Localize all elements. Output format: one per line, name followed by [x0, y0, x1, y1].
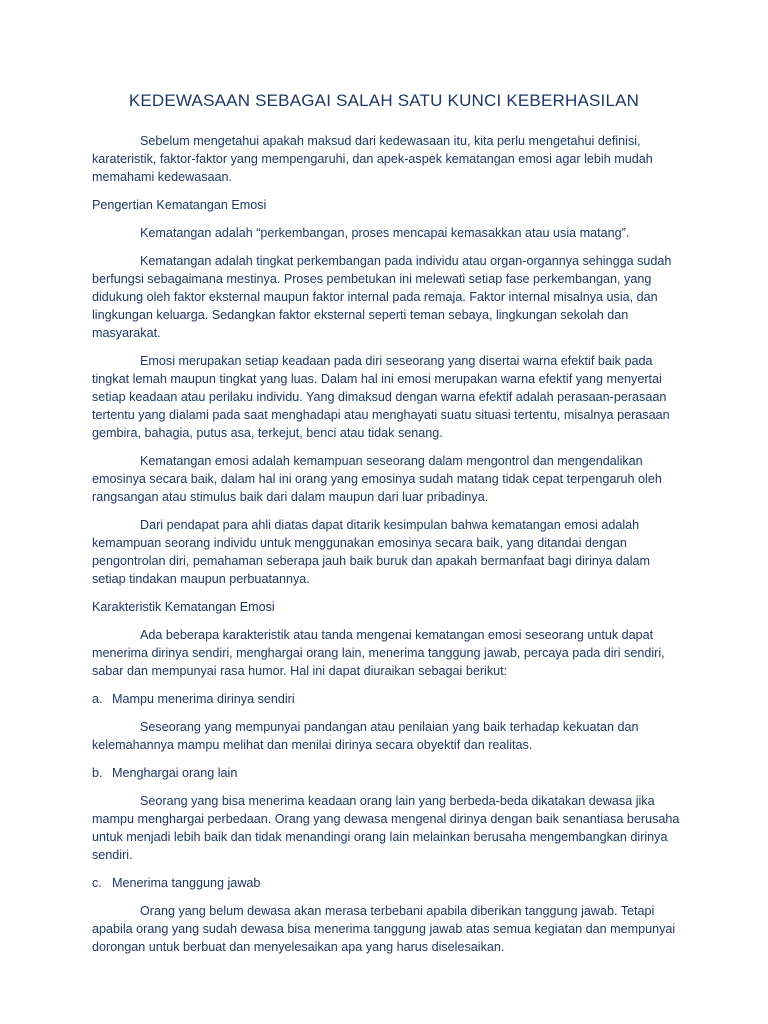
list-item-label: Mampu menerima dirinya sendiri — [112, 692, 295, 706]
paragraph: Emosi merupakan setiap keadaan pada diri seseorang yang disertai warna efektif baik pada tingkat lemah maupun tingkat yang luas. Dalam hal ini emosi merupakan warna efektif yang menyertai setiap keadaan atau perilaku individu. Yang dimaksud dengan warna efektif adalah perasaan-perasaan tertentu yang dialami pada saat menghadapi atau menghayati suatu situasi tertentu, misalnya perasaan gembira, bahagia, putus asa, terkejut, benci atau tidak senang. — [92, 354, 670, 440]
document-body — [92, 132, 680, 966]
list-marker: b. — [92, 766, 103, 780]
list-item-heading — [92, 690, 680, 708]
list-item-text: Seorang yang bisa menerima keadaan orang lain yang berbeda-beda dikatakan dewasa jika mampu menghargai perbedaan. Orang yang dewasa mengenal dirinya dengan baik senantiasa berusaha untuk menjadi lebih baik dan tidak menandingi orang lain melainkan berusaha mengembangkan dirinya sendiri. — [92, 794, 680, 862]
paragraph: Kematangan adalah “perkembangan, proses mencapai kemasakkan atau usia matang”. — [140, 226, 630, 240]
list-item-heading — [92, 764, 680, 782]
paragraph: Dari pendapat para ahli diatas dapat ditarik kesimpulan bahwa kematangan emosi adalah kemampuan seorang individu untuk menggunakan emosinya secara baik, yang ditandai dengan pengontrolan diri, pemahaman seberapa jauh baik buruk dan apakah bermanfaat bagi dirinya dalam setiap tindakan maupun perbuatannya. — [92, 518, 650, 586]
section-heading-pengertian: Pengertian Kematangan Emosi — [92, 198, 267, 212]
list-marker: c. — [92, 876, 102, 890]
list-item-label: Menerima tanggung jawab — [112, 876, 261, 890]
paragraph: Ada beberapa karakteristik atau tanda mengenai kematangan emosi seseorang untuk dapat menerima dirinya sendiri, menghargai orang lain, menerima tanggung jawab, percaya pada diri sendiri, sabar dan mempunyai rasa humor. Hal ini dapat diuraikan sebagai berikut: — [92, 628, 665, 678]
paragraph: Kematangan emosi adalah kemampuan seseorang dalam mengontrol dan mengendalikan emosinya secara baik, dalam hal ini orang yang emosinya sudah matang tidak cepat terpengaruh oleh rangsangan atau stimulus baik dari dalam maupun dari luar pribadinya. — [92, 454, 662, 504]
intro-paragraph: Sebelum mengetahui apakah maksud dari kedewasaan itu, kita perlu mengetahui definisi, karateristik, faktor-faktor yang mempengaruhi, dan apek-aspek kematangan emosi agar lebih mudah memahami kedewasaan. — [92, 134, 653, 184]
list-marker: a. — [92, 692, 103, 706]
list-item-text: Orang yang belum dewasa akan merasa terbebani apabila diberikan tanggung jawab. Tetapi apabila orang yang sudah dewasa bisa menerima tanggung jawab atas semua kegiatan dan mempunyai dorongan untuk berbuat dan menyelesaikan apa yang harus diselesaikan. — [92, 904, 676, 954]
paragraph: Kematangan adalah tingkat perkembangan pada individu atau organ-organnya sehingga sudah berfungsi sebagaimana mestinya. Proses pembetukan ini melewati setiap fase perkembangan, yang didukung oleh faktor eksternal maupun faktor internal pada remaja. Faktor internal misalnya usia, dan lingkungan keluarga. Sedangkan faktor eksternal seperti teman sebaya, lingkungan sekolah dan masyarakat. — [92, 254, 672, 340]
list-item-label: Menghargai orang lain — [112, 766, 238, 780]
list-item-text: Seseorang yang mempunyai pandangan atau penilaian yang baik terhadap kekuatan dan kelemahannya mampu melihat dan menilai dirinya secara obyektif dan realitas. — [92, 720, 639, 752]
document-title: KEDEWASAAN SEBAGAI SALAH SATU KUNCI KEBERHASILAN — [128, 91, 640, 110]
section-heading-karakteristik: Karakteristik Kematangan Emosi — [92, 600, 275, 614]
list-item-heading — [92, 874, 680, 892]
